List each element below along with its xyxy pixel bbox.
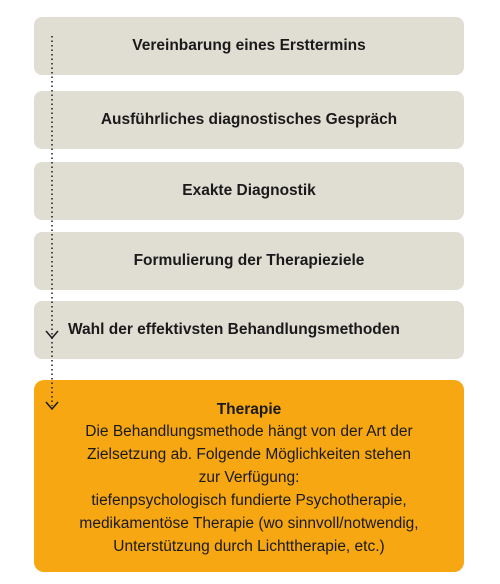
step-box-1 (34, 17, 464, 75)
step-label-4: Formulierung der Therapieziele (133, 252, 365, 269)
therapy-title: Therapie (216, 401, 282, 418)
therapy-line-6: Unterstützung durch Lichttherapie, etc.) (113, 538, 385, 555)
step-label-5: Wahl der effektivsten Behandlungsmethoden (68, 321, 400, 338)
step-label-2: Ausführliches diagnostisches Gespräch (100, 111, 398, 128)
step-box-2 (34, 91, 464, 149)
therapy-box (34, 380, 464, 572)
therapy-line-3: zur Verfügung: (198, 469, 300, 486)
therapy-line-5: medikamentöse Therapie (wo sinnvoll/notwendig, (79, 515, 419, 532)
therapy-line-1: Die Behandlungsmethode hängt von der Art der (85, 423, 413, 440)
therapy-line-2: Zielsetzung ab. Folgende Möglichkeiten stehen (87, 446, 411, 463)
step-box-5 (34, 301, 464, 359)
step-box-4 (34, 232, 464, 290)
step-box-3 (34, 162, 464, 220)
step-label-1: Vereinbarung eines Ersttermins (132, 37, 366, 54)
therapy-line-4: tiefenpsychologisch fundierte Psychotherapie, (91, 492, 407, 509)
step-label-3: Exakte Diagnostik (182, 182, 316, 199)
dotted-flow-arrow (40, 36, 64, 418)
